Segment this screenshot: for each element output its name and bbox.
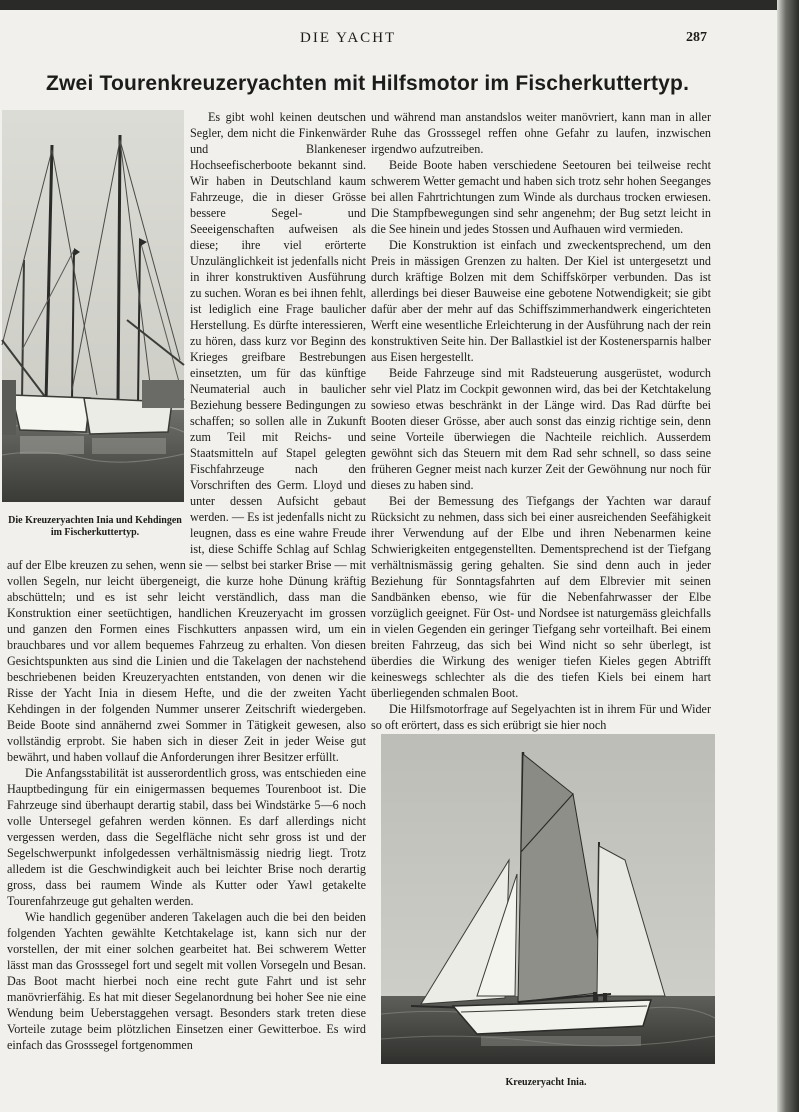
- paragraph: Beide Boote haben verschiedene Seetouren bei teilweise recht schwerem Wetter gemacht und haben sich trotz sehr hohen Seeganges bei allen Fahrtrichtungen zum Winde als durchaus trocken erwiesen. Die Stampfbewegungen sind sehr angenehm; der Bug setzt leicht in die See hinein und jedes Stossen und Aufhauen wird vermieden.: [371, 158, 711, 236]
- paragraph: Beide Fahrzeuge sind mit Radsteuerung ausgerüstet, wodurch sehr viel Platz im Cockpit gewonnen wird, das bei der Ketchtakelung sowieso etwas beschränkt in der Länge wird. Das Rad dürfte bei Booten dieser Grösse, aber auch sonst das einzig richtige sein, denn seine Vorteile überwiegen die Nachteile reichlich. Ausserdem gewöhnt sich das Steuern mit dem Rad sehr schnell, so dass seine früheren Gegner meist nach kurzer Zeit der Gewöhnung nur noch für dieses zu haben sind.: [371, 366, 711, 492]
- paragraph: Es gibt wohl keinen deutschen Segler, dem nicht die Finkenwärder und Blankeneser Hochseefischerboote bekannt sind. Wir haben in Deutschland kaum Fahrzeuge, die in dieser Grösse bessere Segel- und Seeeigenschaften aufweisen als diese; ihre viel erörterte Unzulänglichkeit ist jedenfalls nicht in ihrer konstruktiven Ausführung zu suchen. Woran es bei ihnen fehlt, ist lediglich eine Frage baulicher Herstellung. Es dürfte interessieren, zu hören, dass kurz vor Beginn des Krieges greifbare Bestrebungen einsetzten, um für das künftige Neumaterial auch in baulicher Beziehung bessere Bedingungen zu schaffen; so sollen alle in Zukunft zum Teil mit Reichs- und Staatsmitteln auf Stapel gelegten Fischfahrzeuge nach den Vorschriften des Germ. Lloyd und unter dessen Aufsicht gebaut werden. — Es ist jedenfalls nicht zu leugnen, dass es eine wahre Freude ist, diese Schiffe Schlag auf Schlag auf der Elbe kreuzen zu sehen, wenn sie — selbst bei starker Brise — mit vollen Segeln, nur leicht übergeneigt, die kurze hohe Dünung kräftig abschütteln; und es ist sehr leicht verständlich, dass man die Konstruktion einer seetüchtigen, handlichen Kreuzeryacht im grossen und ganzen den Formen eines Fischkutters anpassen wird, um ein brauchbares und vor allem bequemes Fahrzeug zu erhalten. Von diesen Gesichtspunkten aus sind die Linien und die Takelagen der nachstehend beschriebenen beiden Kreuzeryachten entstanden, von denen wir die Risse der Yacht Inia in diesem Hefte, und die der zweiten Yacht Kehdingen in der folgenden Nummer unserer Zeitschrift wiedergeben. Beide Boote sind annähernd zwei Sommer in Tätigkeit gewesen, also vollständig erprobt. Sie haben sich in dieser Zeit in jeder Weise gut bewährt, und haben vollauf die Anforderungen ihrer Besitzer erfüllt.: [7, 110, 366, 764]
- paragraph: Die Hilfsmotorfrage auf Segelyachten ist in ihrem Für und Wider so oft erörtert, dass es sich erübrigt sie hier noch: [371, 702, 711, 732]
- yacht-photo: [381, 734, 715, 1064]
- paragraph: Wie handlich gegenüber anderen Takelagen auch die bei den beiden folgenden Yachten gewählte Ketchtakelage ist, kann sich nur der vorstellen, der mit einer solchen gearbeitet hat. Bei schwerem Wetter lässt man das Grosssegel fort und segelt mit vollen Vorsegeln und Besan. Das Boot macht hierbei noch eine recht gute Fahrt und ist sehr manövrierfähig. Es hat mit dieser Segelanordnung bei hoher See nie eine Wendung beim Ueberstaggehen versagt. Besonders stark treten diese Vorteile zutage beim plötzlichen Einsetzen einer Gewitterboe. Es wird einfach das Grosssegel fortgenommen: [7, 910, 366, 1052]
- harbor-caption-line1: Die Kreuzeryachten Inia und Kehdingen: [8, 515, 182, 526]
- binding-edge: [777, 0, 799, 1112]
- paragraph: Die Konstruktion ist einfach und zweckentsprechend, um den Preis in mässigen Grenzen zu halten. Der Kiel ist untergesetzt und durch kräftige Bolzen mit dem Schiffskörper verbunden. Das ist allerdings bei dieser Bauweise eine gebotene Notwendigkeit; sie gibt dafür aber der mehr auf das Schiffszimmerhandwerk eingerichteten Werft eine wesentliche Erleichterung in der Ausführung nach der rein konstruktiven Seite hin. Der Ballastkiel ist der Kostenersparnis halber aus Eisen hergestellt.: [371, 238, 711, 364]
- paragraph: Bei der Bemessung des Tiefgangs der Yachten war darauf Rücksicht zu nehmen, dass sich bei einer ausreichenden Seefähigkeit ihrer Verwendung auf der Elbe und ihren Nebenarmen keine Schwierigkeiten entgegenstellten. Dementsprechend ist der Tiefgang verhältnismässig gering gehalten. Sie sind denn auch in jeder Beziehung für Sonntagsfahrten auf dem Elbrevier mit seinen Sandbänken ebenso, wie für die Nebenfahrwasser der Elbe vorzüglich geeignet. Für Ost- und Nordsee ist naturgemäss gleichfalls in vielen Gegenden ein geringer Tiefgang sehr vorteilhaft. Bei einem breiten Fahrzeug, das sich bei Wind nicht so sehr überlegt, ist überdies die Wirkung des weniger tiefen Kieles gegen Abtrifft keineswegs schlechter als die des tiefen Kiels bei einem hart überliegenden schmalen Boot.: [371, 494, 711, 700]
- yacht-photo-caption: Kreuzeryacht Inia.: [505, 1077, 587, 1088]
- running-title: DIE YACHT: [300, 30, 397, 46]
- harbor-caption-line2: im Fischerkuttertyp.: [50, 527, 140, 538]
- article-title: Zwei Tourenkreuzeryachten mit Hilfsmotor im Fischerkuttertyp.: [46, 72, 690, 95]
- right-text-column: [371, 109, 711, 732]
- page-top-edge: [0, 0, 799, 10]
- paragraph: und während man anstandslos weiter manövriert, kann man in aller Ruhe das Grosssegel reffen ohne Gefahr zu laufen, inzwischen irgendwo aufzutreiben.: [371, 110, 711, 156]
- page-number: 287: [686, 30, 707, 45]
- paragraph: Die Anfangsstabilität ist ausserordentlich gross, was entschieden eine Hauptbedingung für ein einigermassen bequemes Tourenboot ist. Die Fahrzeuge sind überhaupt derartig stabil, dass bei Windstärke 5—6 noch volle Untersegel gefahren werden können. Es darf allerdings nicht vergessen werden, dass die Segelfläche nicht sehr gross ist und der Segelschwerpunkt infolgedessen verhältnismässig niedrig liegt. Trotz alledem ist die Geschwindigkeit auch bei leichter Brise noch derartig gross, dass bei raumem Winde als Kutter oder Yawl getakelte Tourenfahrzeuge gut gehalten werden.: [7, 766, 366, 908]
- left-text-column: [7, 109, 366, 1104]
